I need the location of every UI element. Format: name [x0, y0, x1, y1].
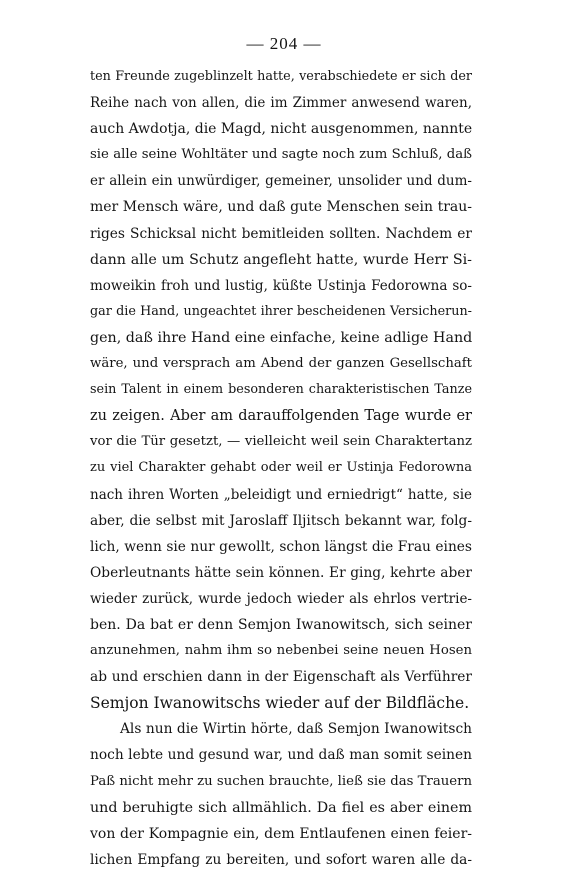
body-text	[90, 64, 472, 873]
text-line: wäre, und versprach am Abend der ganzen Gesellschaft	[90, 356, 472, 372]
text-line: zu viel Charakter gehabt oder weil er Ustinja Fedorowna	[90, 460, 472, 476]
text-line: Oberleutnants hätte sein können. Er ging, kehrte aber	[90, 564, 472, 581]
text-line: und beruhigte sich allmählich. Da fiel es aber einem	[90, 799, 472, 816]
text-line: riges Schicksal nicht bemitleiden sollten. Nachdem er	[90, 225, 472, 242]
text-line: Paß nicht mehr zu suchen brauchte, ließ sie das Trauern	[90, 773, 472, 789]
text-line: lich, wenn sie nur gewollt, schon längst die Frau eines	[90, 538, 472, 555]
text-line: dann alle um Schutz angefleht hatte, wurde Herr Si-	[90, 251, 472, 268]
text-line: sie alle seine Wohltäter und sagte noch zum Schluß, daß	[90, 147, 472, 163]
paragraph-1	[90, 64, 472, 716]
text-line: Semjon Iwanowitschs wieder auf der Bildfläche.	[90, 694, 470, 713]
text-line: noch lebte und gesund war, und daß man somit seinen	[90, 747, 472, 764]
text-line: von der Kompagnie ein, dem Entlaufenen einen feier-	[90, 825, 472, 842]
text-line: vor die Tür gesetzt, — vielleicht weil sein Charaktertanz	[90, 434, 472, 450]
page-number: — 204 —	[246, 34, 322, 53]
text-line: ab und erschien dann in der Eigenschaft als Verführer	[90, 669, 472, 686]
text-line: sein Talent in einem besonderen charakteristischen Tanze	[90, 382, 472, 398]
text-line: mer Mensch wäre, und daß gute Menschen sein trau-	[90, 199, 472, 216]
text-line: aber, die selbst mit Jaroslaff Iljitsch bekannt war, folg-	[90, 512, 472, 529]
paragraph-2	[90, 716, 472, 873]
text-line: gen, daß ihre Hand eine einfache, keine adlige Hand	[90, 329, 473, 346]
text-line: zu zeigen. Aber am darauffolgenden Tage wurde er	[90, 408, 472, 425]
text-line: wieder zurück, wurde jedoch wieder als ehrlos vertrie-	[90, 590, 472, 607]
text-line: ten Freunde zugeblinzelt hatte, verabschiedete er sich der	[90, 69, 472, 84]
text-line: Als nun die Wirtin hörte, daß Semjon Iwanowitsch	[120, 721, 472, 738]
text-line: er allein ein unwürdiger, gemeiner, unsolider und dum-	[90, 173, 472, 190]
text-line: Reihe nach von allen, die im Zimmer anwesend waren,	[90, 95, 472, 112]
text-line: nach ihren Worten „beleidigt und erniedrigt“ hatte, sie	[90, 486, 472, 503]
text-line: lichen Empfang zu bereiten, und sofort waren alle da-	[90, 851, 472, 868]
text-line: auch Awdotja, die Magd, nicht ausgenommen, nannte	[90, 121, 473, 138]
text-line: anzunehmen, nahm ihm so nebenbei seine neuen Hosen	[90, 643, 472, 659]
text-line: gar die Hand, ungeachtet ihrer bescheidenen Versicherun-	[90, 303, 472, 319]
text-line: ben. Da bat er denn Semjon Iwanowitsch, sich seiner	[90, 616, 472, 633]
text-line: moweikin froh und lustig, küßte Ustinja Fedorowna so-	[90, 277, 472, 294]
